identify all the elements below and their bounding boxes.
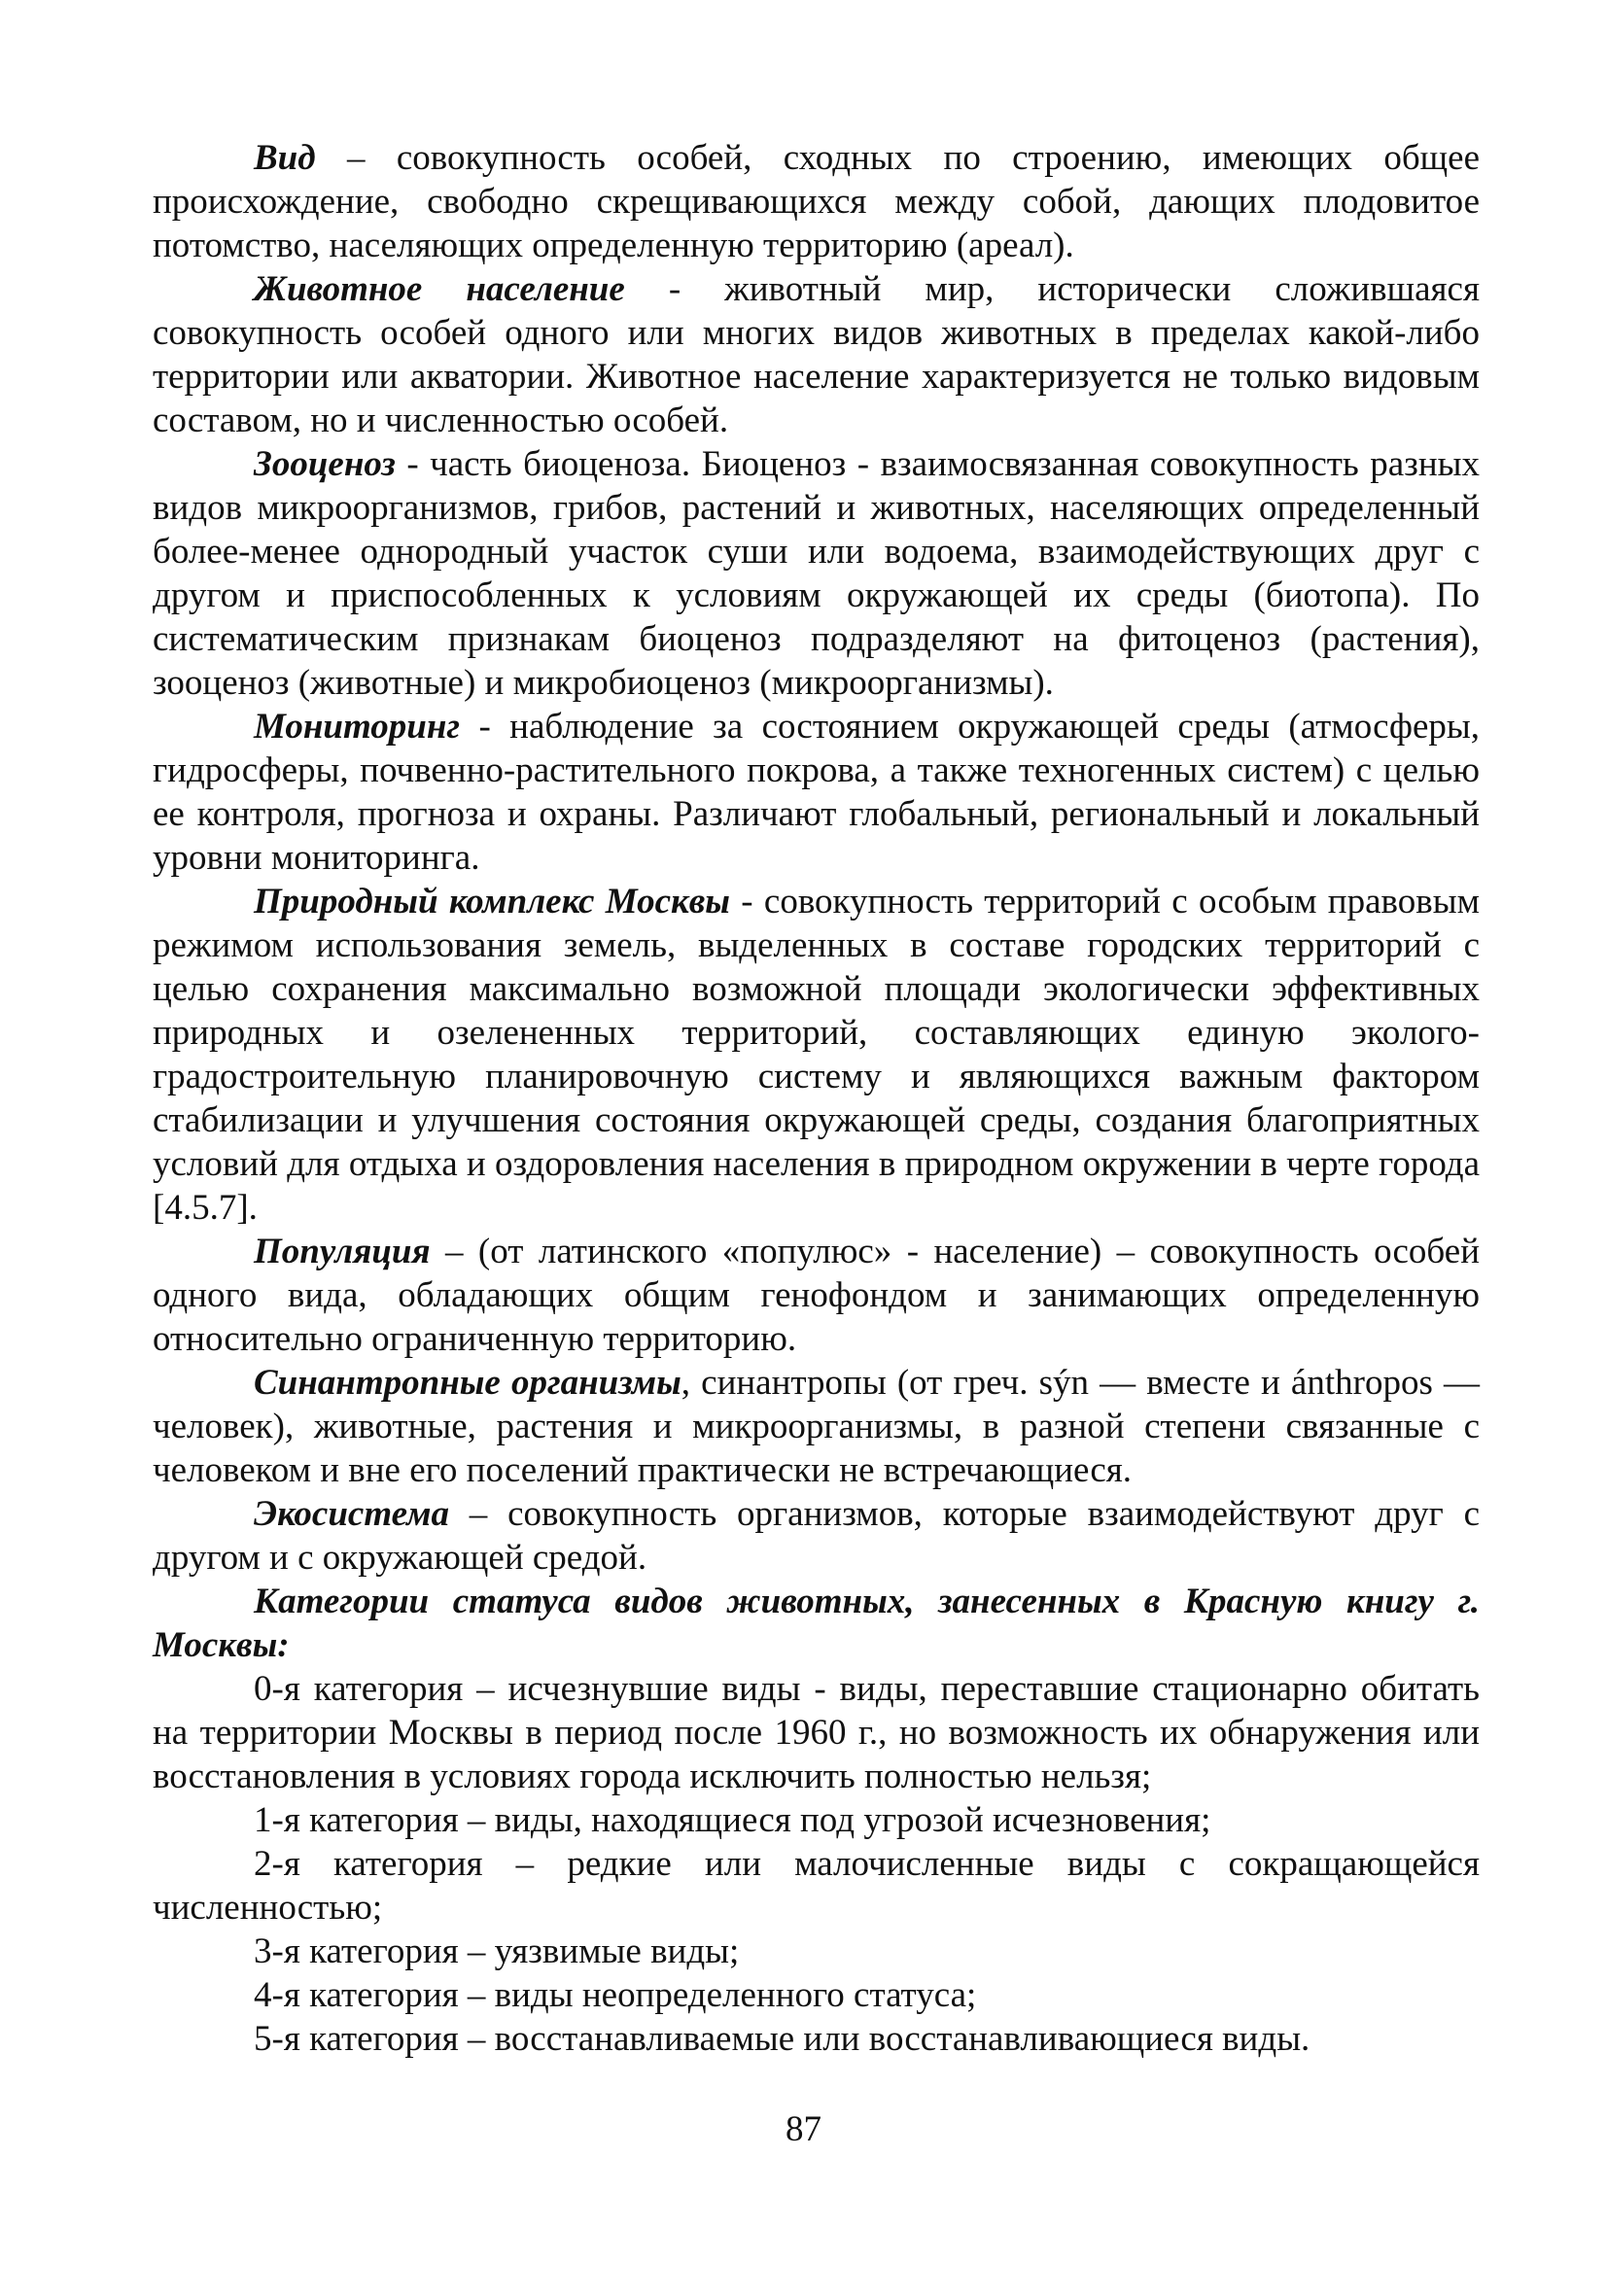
page-body bbox=[153, 136, 1480, 2061]
page-number: 87 bbox=[786, 2109, 821, 2149]
definition-text: – (от латинского «популюс» - население) – совокупность особей одного вида, обладающих общим генофондом и занимающих определенную относительно ограниченную территорию. bbox=[153, 1232, 1480, 1359]
definition-ekosistema bbox=[153, 1492, 1480, 1580]
definition-sinantropnye bbox=[153, 1361, 1480, 1492]
definition-prirodny-kompleks bbox=[153, 880, 1480, 1230]
category-item: 4-я категория – виды неопределенного статуса; bbox=[254, 1975, 977, 2015]
category-item: 1-я категория – виды, находящиеся под угрозой исчезновения; bbox=[254, 1800, 1211, 1840]
definition-zootsenoz bbox=[153, 442, 1480, 705]
term-sinantropnye: Синантропные организмы bbox=[254, 1363, 681, 1403]
category-item: 2-я категория – редкие или малочисленные виды с сокращающейся численностью; bbox=[153, 1844, 1480, 1928]
definition-text: - часть биоценоза. Биоценоз - взаимосвязанная совокупность разных видов микроорганизмов, грибов, растений и животных, населяющих определенный более-менее однородный участок суши или водоема, взаимодействующих друг с другом и приспособленных к условиям окружающей их среды (биотопа). По систематическим признакам биоценоз подразделяют на фитоценоз (растения), зооценоз (животные) и микробиоценоз (микроорганизмы). bbox=[153, 444, 1480, 703]
definition-vid bbox=[153, 136, 1480, 267]
definition-text: - наблюдение за состоянием окружающей среды (атмосферы, гидросферы, почвенно-растительного покрова, а также техногенных систем) с целью ее контроля, прогноза и охраны. Различают глобальный, региональный и локальный уровни мониторинга. bbox=[153, 707, 1480, 878]
definition-text: – совокупность организмов, которые взаимодействуют друг с другом и с окружающей средой. bbox=[153, 1494, 1480, 1578]
term-vid: Вид bbox=[254, 138, 316, 178]
definition-zhivotnoe-naselenie bbox=[153, 267, 1480, 442]
definition-text: , синантропы (от греч. sýn — вместе и ánthropos — человек), животные, растения и микроорганизмы, в разной степени связанные с человеком и вне его поселений практически не встречающиеся. bbox=[153, 1363, 1480, 1490]
definition-populyatsiya bbox=[153, 1230, 1480, 1361]
term-zhivotnoe-naselenie: Животное население bbox=[254, 269, 625, 309]
category-item: 0-я категория – исчезнувшие виды - виды, переставшие стационарно обитать на территории Москвы в период после 1960 г., но возможность их обнаружения или восстановления в условиях города исключить полностью нельзя; bbox=[153, 1669, 1480, 1796]
definition-text: - совокупность территорий с особым правовым режимом использования земель, выделенных в составе городских территорий с целью сохранения максимально возможной площади экологически эффективных природных и озелененных территорий, составляющих единую эколого-градостроительную планировочную систему и являющихся важным фактором стабилизации и улучшения состояния окружающей среды, создания благоприятных условий для отдыха и оздоровления населения в природном окружении в черте города [4.5.7]. bbox=[153, 882, 1480, 1228]
term-monitoring: Мониторинг bbox=[254, 707, 461, 747]
term-populyatsiya: Популяция bbox=[254, 1232, 431, 1271]
definition-text: - животный мир, исторически сложившаяся совокупность особей одного или многих видов животных в пределах какой-либо территории или акватории. Животное население характеризуется не только видовым составом, но и численностью особей. bbox=[153, 269, 1480, 440]
categories-heading: Категории статуса видов животных, занесенных в Красную книгу г. Москвы: bbox=[153, 1582, 1480, 1665]
category-item: 3-я категория – уязвимые виды; bbox=[254, 1931, 740, 1971]
definition-text: – совокупность особей, сходных по строению, имеющих общее происхождение, свободно скрещивающихся между собой, дающих плодовитое потомство, населяющих определенную территорию (ареал). bbox=[153, 138, 1480, 265]
category-item: 5-я категория – восстанавливаемые или восстанавливающиеся виды. bbox=[254, 2019, 1310, 2059]
term-ekosistema: Экосистема bbox=[254, 1494, 449, 1534]
term-prirodny-kompleks: Природный комплекс Москвы bbox=[254, 882, 730, 922]
term-zootsenoz: Зооценоз bbox=[254, 444, 396, 484]
definition-monitoring bbox=[153, 705, 1480, 880]
